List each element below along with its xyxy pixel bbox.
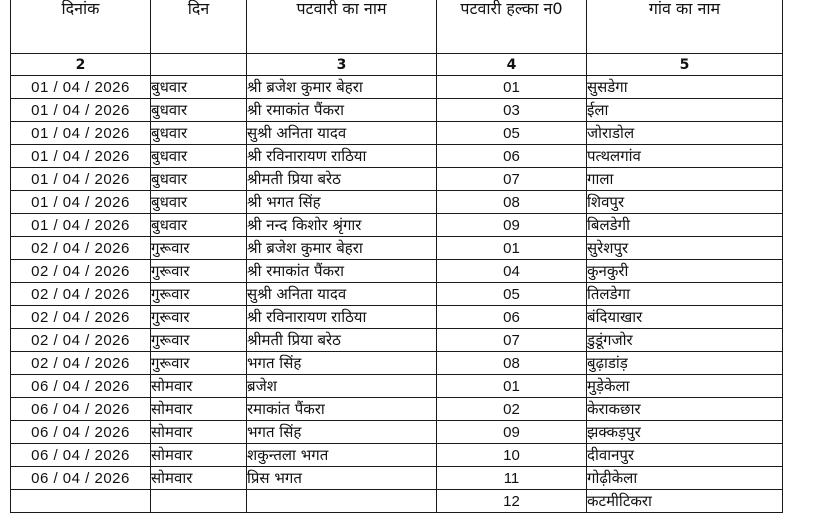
cell-date: 01 / 04 / 2026 xyxy=(11,214,151,237)
table-row xyxy=(11,191,783,214)
cell-day: बुधवार xyxy=(151,168,247,191)
cell-date: 02 / 04 / 2026 xyxy=(11,329,151,352)
cell-date: 01 / 04 / 2026 xyxy=(11,99,151,122)
header-date: दिनांक xyxy=(11,0,151,54)
table-row xyxy=(11,306,783,329)
table-row xyxy=(11,490,783,513)
cell-village: पत्थलगांव xyxy=(587,145,783,168)
cell-date: 06 / 04 / 2026 xyxy=(11,444,151,467)
cell-patwari-name: सुश्री अनिता यादव xyxy=(247,283,437,306)
cell-village: दीवानपुर xyxy=(587,444,783,467)
cell-halka-no: 01 xyxy=(437,375,587,398)
cell-village: गोढ़ीकेला xyxy=(587,467,783,490)
cell-halka-no: 03 xyxy=(437,99,587,122)
cell-halka-no: 05 xyxy=(437,122,587,145)
cell-halka-no: 06 xyxy=(437,306,587,329)
cell-day: बुधवार xyxy=(151,99,247,122)
cell-halka-no: 07 xyxy=(437,329,587,352)
cell-patwari-name: श्री भगत सिंह xyxy=(247,191,437,214)
table-row xyxy=(11,467,783,490)
cell-day: सोमवार xyxy=(151,421,247,444)
table-row xyxy=(11,237,783,260)
cell-patwari-name: सुश्री अनिता यादव xyxy=(247,122,437,145)
cell-patwari-name: ब्रजेश xyxy=(247,375,437,398)
column-number-row xyxy=(11,54,783,76)
cell-village: तिलडेगा xyxy=(587,283,783,306)
cell-village: सुसडेगा xyxy=(587,76,783,99)
cell-date: 02 / 04 / 2026 xyxy=(11,260,151,283)
table-row xyxy=(11,398,783,421)
table-row xyxy=(11,352,783,375)
cell-halka-no: 08 xyxy=(437,191,587,214)
cell-date: 01 / 04 / 2026 xyxy=(11,76,151,99)
cell-patwari-name: श्रीमती प्रिया बरेठ xyxy=(247,168,437,191)
cell-patwari-name: रमाकांत पैंकरा xyxy=(247,398,437,421)
cell-date: 06 / 04 / 2026 xyxy=(11,398,151,421)
header-row xyxy=(11,0,783,54)
cell-day: गुरूवार xyxy=(151,306,247,329)
cell-day xyxy=(151,490,247,513)
cell-halka-no: 11 xyxy=(437,467,587,490)
cell-patwari-name: श्री नन्द किशोर श्रृंगार xyxy=(247,214,437,237)
cell-patwari-name: श्रीमती प्रिया बरेठ xyxy=(247,329,437,352)
table-row xyxy=(11,283,783,306)
cell-patwari-name: श्री ब्रजेश कुमार बेहरा xyxy=(247,76,437,99)
table-row xyxy=(11,260,783,283)
cell-date: 01 / 04 / 2026 xyxy=(11,168,151,191)
cell-date xyxy=(11,490,151,513)
cell-date: 06 / 04 / 2026 xyxy=(11,467,151,490)
cell-halka-no: 01 xyxy=(437,237,587,260)
cell-day: सोमवार xyxy=(151,398,247,421)
table-body xyxy=(11,76,783,513)
cell-patwari-name: श्री रमाकांत पैंकरा xyxy=(247,99,437,122)
cell-halka-no: 07 xyxy=(437,168,587,191)
cell-day: गुरूवार xyxy=(151,260,247,283)
cell-village: बुढ़ाडांड़ xyxy=(587,352,783,375)
cell-village: शिवपुर xyxy=(587,191,783,214)
cell-patwari-name: श्री रविनारायण राठिया xyxy=(247,145,437,168)
cell-halka-no: 04 xyxy=(437,260,587,283)
cell-halka-no: 08 xyxy=(437,352,587,375)
cell-date: 06 / 04 / 2026 xyxy=(11,421,151,444)
cell-day: सोमवार xyxy=(151,444,247,467)
cell-patwari-name: प्रिस भगत xyxy=(247,467,437,490)
cell-day: बुधवार xyxy=(151,76,247,99)
table-row xyxy=(11,168,783,191)
header-village: गांव का नाम xyxy=(587,0,783,54)
cell-village: केराकछार xyxy=(587,398,783,421)
table-row xyxy=(11,76,783,99)
cell-date: 06 / 04 / 2026 xyxy=(11,375,151,398)
column-number-day xyxy=(151,54,247,76)
cell-date: 01 / 04 / 2026 xyxy=(11,145,151,168)
cell-date: 01 / 04 / 2026 xyxy=(11,191,151,214)
cell-patwari-name: श्री रविनारायण राठिया xyxy=(247,306,437,329)
cell-village: बिलडेगी xyxy=(587,214,783,237)
cell-patwari-name: भगत सिंह xyxy=(247,352,437,375)
cell-day: गुरूवार xyxy=(151,329,247,352)
header-day: दिन xyxy=(151,0,247,54)
column-number-date: 2 xyxy=(11,54,151,76)
cell-day: गुरूवार xyxy=(151,237,247,260)
cell-day: बुधवार xyxy=(151,122,247,145)
cell-halka-no: 02 xyxy=(437,398,587,421)
cell-day: सोमवार xyxy=(151,467,247,490)
column-number-village: 5 xyxy=(587,54,783,76)
cell-halka-no: 09 xyxy=(437,214,587,237)
table-row xyxy=(11,329,783,352)
cell-day: बुधवार xyxy=(151,191,247,214)
cell-halka-no: 06 xyxy=(437,145,587,168)
cell-day: बुधवार xyxy=(151,145,247,168)
cell-halka-no: 01 xyxy=(437,76,587,99)
cell-patwari-name: श्री ब्रजेश कुमार बेहरा xyxy=(247,237,437,260)
cell-halka-no: 09 xyxy=(437,421,587,444)
table-row xyxy=(11,122,783,145)
column-number-halka: 4 xyxy=(437,54,587,76)
cell-village: गाला xyxy=(587,168,783,191)
cell-patwari-name: श्री रमाकांत पैंकरा xyxy=(247,260,437,283)
cell-patwari-name: भगत सिंह xyxy=(247,421,437,444)
table-row xyxy=(11,214,783,237)
cell-day: बुधवार xyxy=(151,214,247,237)
cell-halka-no: 12 xyxy=(437,490,587,513)
table-row xyxy=(11,375,783,398)
cell-village: झक्कड़पुर xyxy=(587,421,783,444)
cell-village: कटमीटिकरा xyxy=(587,490,783,513)
table-row xyxy=(11,99,783,122)
cell-date: 02 / 04 / 2026 xyxy=(11,352,151,375)
cell-village: जोराडोल xyxy=(587,122,783,145)
cell-village: बंदियाखार xyxy=(587,306,783,329)
cell-date: 02 / 04 / 2026 xyxy=(11,237,151,260)
cell-village: मुड़ेकेला xyxy=(587,375,783,398)
cell-village: सुरेशपुर xyxy=(587,237,783,260)
cell-village: डुडूंगजोर xyxy=(587,329,783,352)
cell-village: ईला xyxy=(587,99,783,122)
cell-halka-no: 05 xyxy=(437,283,587,306)
cell-patwari-name xyxy=(247,490,437,513)
cell-village: कुनकुरी xyxy=(587,260,783,283)
cell-date: 02 / 04 / 2026 xyxy=(11,283,151,306)
cell-day: गुरूवार xyxy=(151,283,247,306)
header-patwari-name: पटवारी का नाम xyxy=(247,0,437,54)
table-row xyxy=(11,145,783,168)
cell-date: 02 / 04 / 2026 xyxy=(11,306,151,329)
table-row xyxy=(11,421,783,444)
cell-day: गुरूवार xyxy=(151,352,247,375)
column-number-name: 3 xyxy=(247,54,437,76)
table-row xyxy=(11,444,783,467)
cell-halka-no: 10 xyxy=(437,444,587,467)
cell-patwari-name: शकुन्तला भगत xyxy=(247,444,437,467)
cell-day: सोमवार xyxy=(151,375,247,398)
patwari-schedule-table xyxy=(10,0,783,513)
cell-date: 01 / 04 / 2026 xyxy=(11,122,151,145)
header-halka-no: पटवारी हल्का न0 xyxy=(437,0,587,54)
